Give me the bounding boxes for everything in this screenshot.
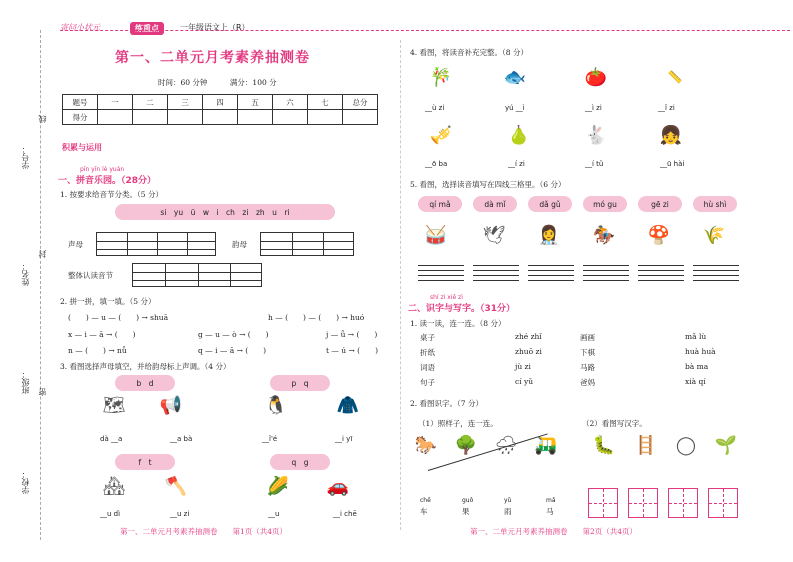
header-line — [60, 30, 790, 31]
horn-icon: 🎺 — [429, 125, 453, 146]
q6_right-item[interactable]: bà ma — [685, 362, 709, 371]
q1-items: si yu ü w i ch zi zh u ri — [115, 204, 335, 220]
sec1-heading: 一、拼音乐园。（28分） — [58, 176, 157, 186]
write-box-2[interactable] — [628, 488, 658, 518]
page-title: 第一、二单元月考素养抽测卷 — [115, 50, 310, 66]
score-cell: 一 — [98, 95, 133, 110]
score-table — [62, 94, 378, 125]
q6_left-item[interactable]: zhé zhǐ — [515, 332, 542, 341]
q2-r2c: j — ǚ → ( ) — [326, 330, 378, 339]
q5-lines-4 — [583, 265, 629, 285]
q4-label-4: __ǐ zi — [658, 104, 675, 112]
score-cell[interactable]: 得分 — [63, 110, 98, 125]
header-sub: 一年级语文上（R） — [180, 23, 250, 32]
penguin-icon: 🐧 — [264, 395, 288, 416]
q6_left-item[interactable]: 词语 — [420, 363, 435, 372]
q2-r1a: ( ) — u — ( ) → shuā — [68, 313, 169, 322]
q6_left-item[interactable]: 折纸 — [420, 348, 435, 357]
q3-label-8: __i chē — [333, 510, 357, 518]
rabbit-icon: 🐇 — [584, 125, 608, 146]
q5-pill-5: gē zi — [638, 196, 682, 212]
write-box-1[interactable] — [588, 488, 618, 518]
q4-label-8: __ū hài — [660, 160, 685, 168]
score-cell: 七 — [308, 95, 343, 110]
q3-pill-4: q g — [270, 454, 330, 470]
q7b: （2）看图写汉字。 — [582, 419, 647, 428]
q7-pinyin: guǒ — [462, 497, 474, 504]
pear-icon: 🍐 — [507, 125, 531, 146]
fish-icon: 🐟 — [503, 67, 527, 88]
q3-label-3: __ǐ'é — [262, 435, 278, 443]
score-cell: 总分 — [343, 95, 378, 110]
q5-pill-6: hù shì — [693, 196, 737, 212]
badge: 练重点 — [130, 22, 164, 35]
q5-lines-2 — [473, 265, 519, 285]
q1-shengmu-grid — [96, 232, 216, 256]
ruler-icon: 📏 — [667, 70, 683, 84]
q3: 3. 看图选择声母填空，并给韵母标上声调。（4 分） — [60, 362, 231, 371]
q1-yunmu-grid — [260, 232, 354, 256]
mushroom-icon: 🍄 — [647, 225, 671, 246]
q3-label-6: __u zi — [170, 510, 190, 518]
rain-icon: 🌧 — [494, 435, 518, 456]
corn-icon: 🌽 — [266, 476, 290, 497]
side-mi: 密 — [38, 388, 47, 396]
q5: 5. 看图，选择读音填写在四线三格里。（6 分） — [410, 180, 566, 189]
circle-icon: ◯ — [675, 435, 697, 456]
coat-icon: 🧥 — [336, 395, 360, 416]
time-score: 时间：60 分钟 满分：100 分 — [158, 78, 277, 87]
ground-icon: 🏘 — [102, 476, 126, 497]
q6_right-item[interactable]: xià qí — [685, 377, 706, 386]
q3-pill-2: p q — [270, 375, 330, 391]
score-cell: 题号 — [63, 95, 98, 110]
fruit-tree-icon: 🌳 — [454, 435, 478, 456]
sec2-heading: 二、识字与写字。（31分） — [408, 304, 516, 314]
q5-lines-1 — [418, 265, 464, 285]
q4: 4. 看图，将读音补充完整。（8 分） — [410, 48, 528, 57]
score-cell[interactable] — [238, 110, 273, 125]
q7-pinyin: chē — [420, 497, 431, 504]
q6_right-item[interactable]: mǎ lù — [685, 332, 707, 341]
q6_right-item[interactable]: huà huà — [685, 347, 716, 356]
q4-label-2: yú __ì — [505, 104, 525, 112]
q2-r2a: x — i — ā → ( ) — [68, 330, 136, 339]
q7a: （1）照样子，连一连。 — [418, 419, 498, 428]
q2-r1b: h — ( ) — ( ) → huó — [268, 313, 365, 322]
stairs-icon: 🪜 — [634, 435, 658, 456]
q7-char[interactable]: 马 — [546, 507, 554, 516]
drum-icon: 🥁 — [424, 225, 448, 246]
score-cell[interactable] — [133, 110, 168, 125]
q5-lines-6 — [693, 265, 739, 285]
q6_right-item[interactable]: 马路 — [580, 363, 595, 372]
sec1-tag: 积累与运用 — [62, 143, 102, 152]
score-cell[interactable] — [308, 110, 343, 125]
q6_left-item[interactable]: jù zi — [515, 362, 531, 371]
q6_left-item[interactable]: 句子 — [420, 378, 435, 387]
q6_left-item[interactable]: cí yǔ — [515, 377, 534, 386]
q7-char[interactable]: 果 — [462, 507, 470, 516]
q2: 2. 拼一拼，填一填。（5 分） — [60, 297, 156, 306]
q1-zhengti: 整体认读音节 — [68, 271, 113, 280]
score-cell: 二 — [133, 95, 168, 110]
q3-label-7: __u — [268, 510, 280, 518]
q2-r2b: g — u — ò → ( ) — [198, 330, 269, 339]
score-cell[interactable] — [168, 110, 203, 125]
side-xuehao: 学号： — [21, 145, 30, 169]
q3-label-5: __u dì — [100, 510, 121, 518]
q6: 1. 读一读，连一连。（8 分） — [410, 319, 506, 328]
write-box-4[interactable] — [708, 488, 738, 518]
q1-zhengti-grid — [132, 263, 262, 287]
q5-pill-1: qí mǎ — [418, 196, 462, 212]
q2-r3c: t — ú → ( ) — [326, 346, 379, 355]
speaker-icon: 📢 — [159, 395, 183, 416]
rice-icon: 🌾 — [702, 225, 726, 246]
q7-pinyin: yǔ — [504, 497, 512, 504]
q4-label-3: __ì zi — [585, 104, 602, 112]
bug-icon: 🐛 — [592, 435, 616, 456]
page-divider — [400, 40, 401, 530]
q3-label-2: __a bà — [170, 435, 193, 443]
footer-right: 第一、二单元月考素养抽测卷 第2页（共4页） — [470, 527, 638, 536]
score-cell[interactable] — [203, 110, 238, 125]
q4-label-7: __í tǔ — [585, 160, 604, 168]
nurse-icon: 👩‍⚕️ — [537, 225, 561, 246]
axe-icon: 🪓 — [164, 476, 188, 497]
side-xingming: 姓名： — [21, 262, 30, 286]
binding-line — [40, 30, 41, 540]
horse-rider-icon: 🏇 — [592, 225, 616, 246]
q7-pinyin: mǎ — [546, 497, 556, 504]
write-box-3[interactable] — [668, 488, 698, 518]
side-xuexiao: 学校： — [21, 470, 30, 494]
score-cell: 六 — [273, 95, 308, 110]
q4-label-6: __í zi — [508, 160, 525, 168]
q1: 1. 按要求给音节分类。（5 分） — [60, 190, 163, 199]
q3-label-4: __i yī — [335, 435, 353, 443]
car-icon: 🚗 — [326, 476, 350, 497]
side-xian: 线 — [38, 115, 47, 123]
score-cell: 五 — [238, 95, 273, 110]
sec1-pinyin: pīn yīn lè yuán — [80, 166, 125, 173]
q4-label-1: __ù zi — [425, 104, 445, 112]
q4-label-5: __ō ba — [425, 160, 448, 168]
q6_right-item[interactable]: 爸妈 — [580, 378, 595, 387]
score-cell[interactable] — [98, 110, 133, 125]
q5-pill-2: dà mǐ — [473, 196, 517, 212]
q3-pill-3: f t — [115, 454, 175, 470]
pigeon-icon: 🕊 — [482, 225, 506, 246]
q3-label-1: dà __a — [100, 435, 123, 443]
score-cell: 三 — [168, 95, 203, 110]
horse-icon: 🐎 — [414, 435, 438, 456]
q6_left-item[interactable]: 桌子 — [420, 333, 435, 342]
score-cell: 四 — [203, 95, 238, 110]
q1-yunmu: 韵母 — [232, 240, 247, 249]
side-banji: 班级： — [21, 370, 30, 394]
q2-r3a: n — ( ) → nǚ — [68, 346, 127, 355]
girl-icon: 👧 — [659, 125, 683, 146]
q2-r3b: q — i — ā → ( ) — [198, 346, 267, 355]
q5-pill-4: mó gu — [583, 196, 627, 212]
q6_right-item[interactable]: 画画 — [580, 333, 595, 342]
sec2-pinyin: shí zì xiě zì — [430, 294, 463, 301]
q7-char[interactable]: 车 — [420, 507, 428, 516]
side-feng: 封 — [38, 250, 47, 258]
q3-pill-1: b d — [115, 375, 175, 391]
q6_left-item[interactable]: zhuō zi — [515, 347, 542, 356]
q7: 2. 看图识字。（7 分） — [410, 399, 483, 408]
score-cell[interactable] — [273, 110, 308, 125]
q5-pill-3: dǎ gǔ — [528, 196, 572, 212]
bamboo-icon: 🎋 — [429, 67, 453, 88]
q7-char[interactable]: 雨 — [504, 507, 512, 516]
score-cell[interactable] — [343, 110, 378, 125]
q5-lines-3 — [528, 265, 574, 285]
map-icon: 🗺 — [102, 395, 126, 416]
persimmon-icon: 🍅 — [584, 67, 608, 88]
q5-lines-5 — [638, 265, 684, 285]
q1-shengmu: 声母 — [68, 240, 83, 249]
q6_right-item[interactable]: 下棋 — [580, 348, 595, 357]
cart-icon: 🛺 — [534, 435, 558, 456]
footer-left: 第一、二单元月考素养抽测卷 第1页（共4页） — [120, 527, 288, 536]
logo: 寄问小状元 — [60, 23, 100, 32]
plant-icon: 🌱 — [714, 435, 738, 456]
